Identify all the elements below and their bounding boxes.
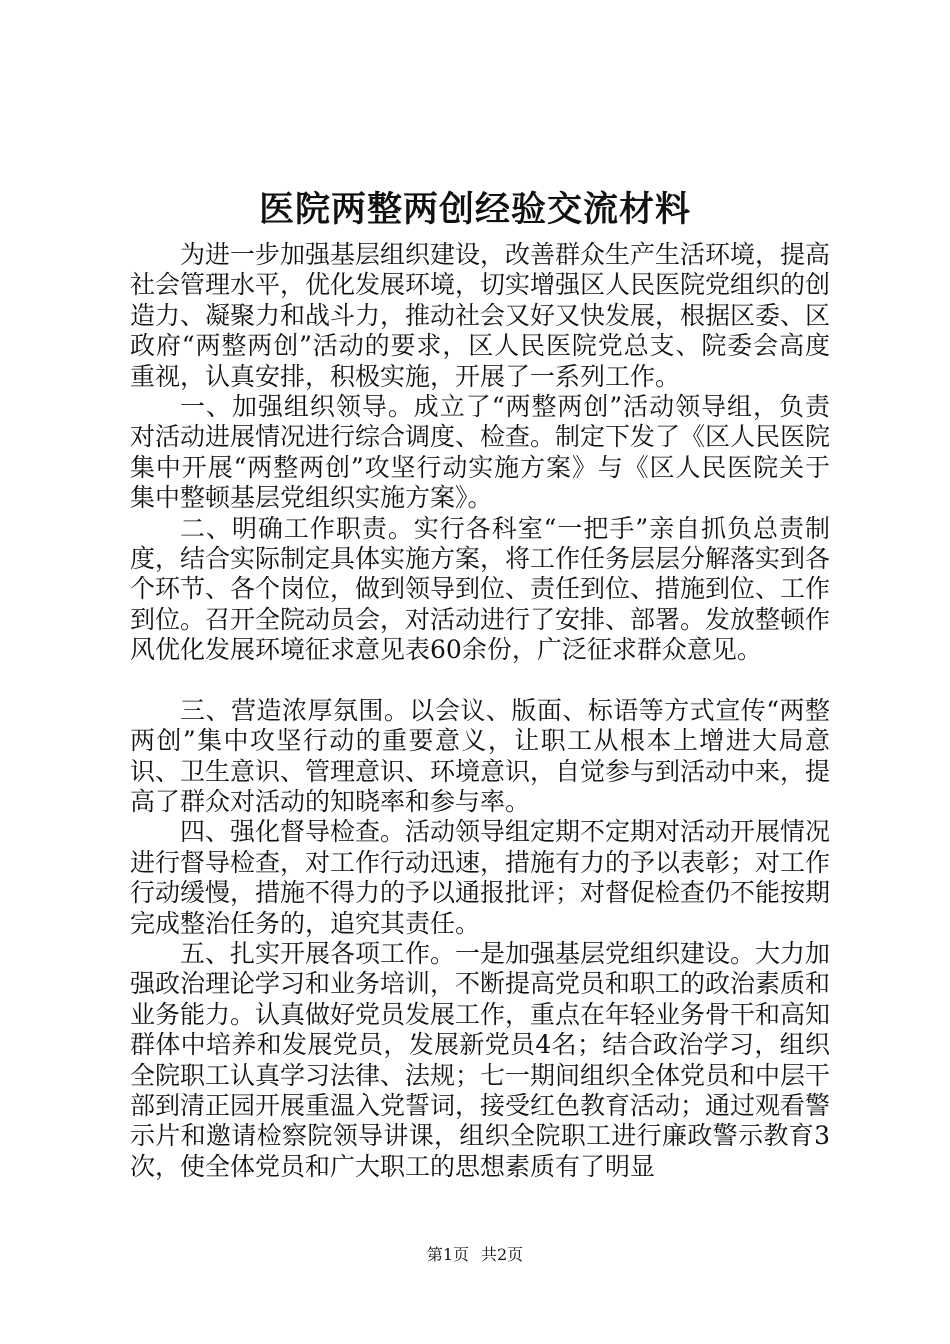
- document-body: [130, 240, 830, 1182]
- paragraph-section-1: 一、加强组织领导。成立了“两整两创”活动领导组，负责对活动进展情况进行综合调度、检查。制定下发了《区人民医院集中开展“两整两创”攻坚行动实施方案》与《区人民医院关于集中整顿基层党组织实施方案》。: [130, 392, 831, 513]
- paragraph-section-5: 五、扎实开展各项工作。一是加强基层党组织建设。大力加强政治理论学习和业务培训，不断提高党员和职工的政治素质和业务能力。认真做好党员发展工作，重点在年轻业务骨干和高知群体中培养和发展党员，发展新党员4名；结合政治学习，组织全院职工认真学习法律、法规；七一期间组织全体党员和中层干部到清正园开展重温入党誓词，接受红色教育活动；通过观看警示片和邀请检察院领导讲课，组织全院职工进行廉政警示教育3次，使全体党员和广大职工的思想素质有了明显: [130, 938, 831, 1181]
- paragraph-section-2: 二、明确工作职责。实行各科室“一把手”亲自抓负总责制度，结合实际制定具体实施方案，将工作任务层层分解落实到各个环节、各个岗位，做到领导到位、责任到位、措施到位、工作到位。召开全院动员会，对活动进行了安排、部署。发放整顿作风优化发展环境征求意见表60余份，广泛征求群众意见。: [130, 513, 831, 665]
- paragraph-section-3: 三、营造浓厚氛围。以会议、版面、标语等方式宣传“两整两创”集中攻坚行动的重要意义，让职工从根本上增进大局意识、卫生意识、管理意识、环境意识，自觉参与到活动中来，提高了群众对活动的知晓率和参与率。: [130, 695, 831, 816]
- paragraph-intro: 为进一步加强基层组织建设，改善群众生产生活环境，提高社会管理水平，优化发展环境，切实增强区人民医院党组织的创造力、凝聚力和战斗力，推动社会又好又快发展，根据区委、区政府“两整两创”活动的要求，区人民医院党总支、院委会高度重视，认真安排，积极实施，开展了一系列工作。: [130, 240, 831, 391]
- page-number-total: 共2页: [481, 1245, 524, 1264]
- page-number-current: 第1页: [426, 1245, 469, 1264]
- page-footer: [0, 1244, 950, 1266]
- document-title: 医院两整两创经验交流材料: [258, 189, 691, 230]
- paragraph-section-4: 四、强化督导检查。活动领导组定期不定期对活动开展情况进行督导检查，对工作行动迅速，措施有力的予以表彰；对工作行动缓慢，措施不得力的予以通报批评；对督促检查仍不能按期完成整治任务的，追究其责任。: [130, 817, 831, 938]
